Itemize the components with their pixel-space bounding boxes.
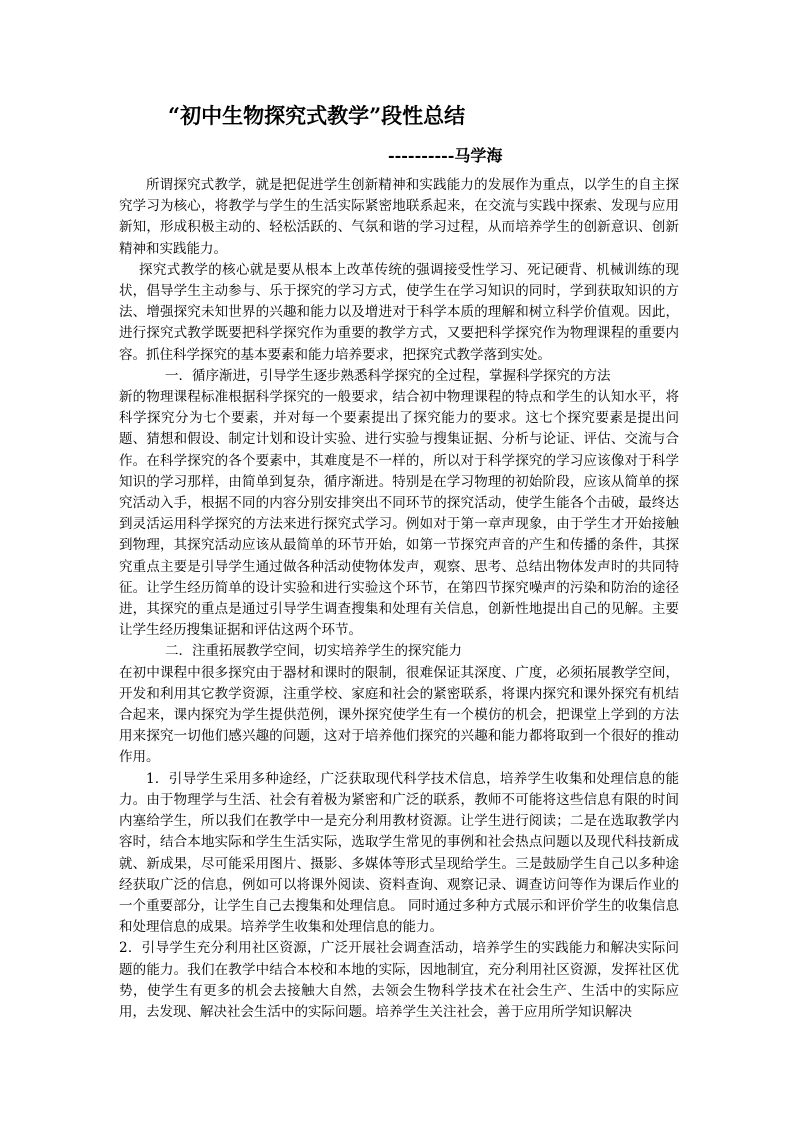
document-body [119, 175, 679, 1023]
section-heading-2: 二．注重拓展教学空间，切实培养学生的探究能力 [165, 643, 462, 660]
document-title: “初中生物探究式教学”段性总结 [168, 103, 466, 128]
section-heading-1: 一．循序渐进，引导学生逐步熟悉科学探究的全过程，掌握科学探究的方法 [165, 367, 611, 384]
paragraph-intro: 所谓探究式教学，就是把促进学生创新精神和实践能力的发展作为重点，以学生的自主探究学习为核心，将教学与学生的生活实际紧密地联系起来，在交流与实践中探索、发现与应用新知，形成积极主动的、轻松活跃的、气氛和谐的学习过程，从而培养学生的创新意识、创新精神和实践能力。 [119, 177, 679, 257]
paragraph-core: 探究式教学的核心就是要从根本上改革传统的强调接受性学习、死记硬背、机械训练的现状，倡导学生主动参与、乐于探究的学习方式，使学生在学习知识的同时，学到获取知识的方法、增强探究未知世界的兴趣和能力以及增进对于科学本质的理解和树立科学价值观。因此，进行探究式教学既要把科学探究作为重要的教学方式，又要把科学探究作为物理课程的重要内容。抓住科学探究的基本要素和能力培养要求，把探究式教学落到实处。 [119, 261, 679, 363]
paragraph-section-2: 在初中课程中很多探究由于器材和课时的限制，很难保证其深度、广度，必须拓展教学空间，开发和利用其它教学资源，注重学校、家庭和社会的紧密联系，将课内探究和课外探究有机结合起来，课内探究为学生提供范例，课外探究使学生有一个模仿的机会，把课堂上学到的方法用来探究一切他们感兴趣的问题，这对于培养他们探究的兴趣和能力都将取到一个很好的推动作用。 [119, 664, 679, 766]
paragraph-section-1: 新的物理课程标准根据科学探究的一般要求，结合初中物理课程的特点和学生的认知水平，将科学探究分为七个要素，并对每一个要素提出了探究能力的要求。这七个探究要素是提出问题、猜想和假设、制定计划和设计实验、进行实验与搜集证据、分析与论证、评估、交流与合作。在科学探究的各个要素中，其难度是不一样的，所以对于科学探究的学习应该像对于科学知识的学习那样，由简单到复杂，循序渐进。特别是在学习物理的初始阶段，应该从简单的探究活动入手，根据不同的内容分别安排突出不同环节的探究活动，使学生能各个击破，最终达到灵活运用科学探究的方法来进行探究式学习。例如对于第一章声现象，由于学生才开始接触到物理，其探究活动应该从最简单的环节开始，如第一节探究声音的产生和传播的条件，其探究重点主要是引导学生通过做各种活动使物体发声，观察、思考、总结出物体发声时的共同特征。让学生经历简单的设计实验和进行实验这个环节，在第四节探究噪声的污染和防治的途径进，其探究的重点是通过引导学生调查搜集和处理有关信息，创新性地提出自己的见解。主要让学生经历搜集证据和评估这两个环节。 [119, 389, 679, 639]
paragraph-point-2: 2．引导学生充分利用社区资源，广泛开展社会调查活动，培养学生的实践能力和解决实际问题的能力。我们在教学中结合本校和本地的实际，因地制宜，充分利用社区资源，发挥社区优势，使学生有更多的机会去接触大自然，去领会生物科学技术在社会生产、生活中的实际应用，去发现、解决社会生活中的实际问题。培养学生关注社会，善于应用所学知识解决 [119, 940, 679, 1020]
paragraph-point-1: 1．引导学生采用多种途经，广泛获取现代科学技术信息，培养学生收集和处理信息的能力。由于物理学与生活、社会有着极为紧密和广泛的联系，教师不可能将这些信息有限的时间内塞给学生，所以我们在教学中一是充分利用教材资源。让学生进行阅读；二是在选取教学内容时，结合本地实际和学生生活实际，选取学生常见的事例和社会热点问题以及现代科技新成就、新成果，尽可能采用图片、摄影、多媒体等形式呈现给学生。三是鼓励学生自己以多种途经获取广泛的信息，例如可以将课外阅读、资料查询、观察记录、调查访问等作为课后作业的一个重要部分，让学生自己去搜集和处理信息。 同时通过多种方式展示和评价学生的收集信息和处理信息的成果。培养学生收集和处理信息的能力。 [119, 770, 679, 936]
document-author: ----------马学海 [388, 146, 503, 165]
